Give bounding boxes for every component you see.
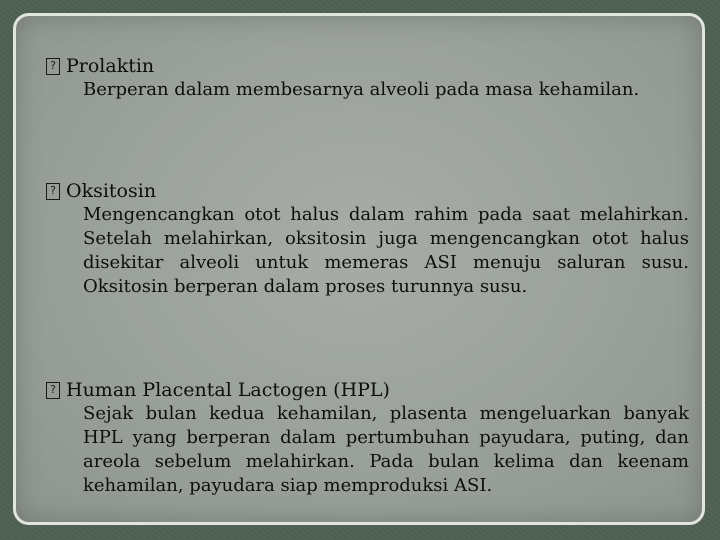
list-item-oksitosin xyxy=(46,179,696,299)
item-body: Mengencangkan otot halus dalam rahim pada saat melahirkan. Setelah melahirkan, oksitosin juga mengencangkan otot halus disekitar alveoli untuk memeras ASI menuju saluran susu. Oksitosin berperan dalam proses turunnya susu. xyxy=(83,204,689,297)
list-item-hpl xyxy=(46,378,696,498)
missing-glyph-bullet-icon: ? xyxy=(46,58,60,75)
missing-glyph-bullet-icon: ? xyxy=(46,382,60,399)
item-heading: Human Placental Lactogen (HPL) xyxy=(66,379,390,401)
list-item-prolaktin xyxy=(46,54,696,102)
item-heading: Oksitosin xyxy=(66,180,157,202)
content-panel xyxy=(13,13,705,525)
item-body: Berperan dalam membesarnya alveoli pada masa kehamilan. xyxy=(83,79,640,100)
item-heading-row xyxy=(46,378,696,402)
missing-glyph-bullet-icon: ? xyxy=(46,183,60,200)
item-body: Sejak bulan kedua kehamilan, plasenta mengeluarkan banyak HPL yang berperan dalam pertumbuhan payudara, puting, dan areola sebelum melahirkan. Pada bulan kelima dan keenam kehamilan, payudara siap memproduksi ASI. xyxy=(83,403,689,496)
item-heading: Prolaktin xyxy=(66,55,155,77)
item-heading-row xyxy=(46,179,696,203)
item-heading-row xyxy=(46,54,696,78)
